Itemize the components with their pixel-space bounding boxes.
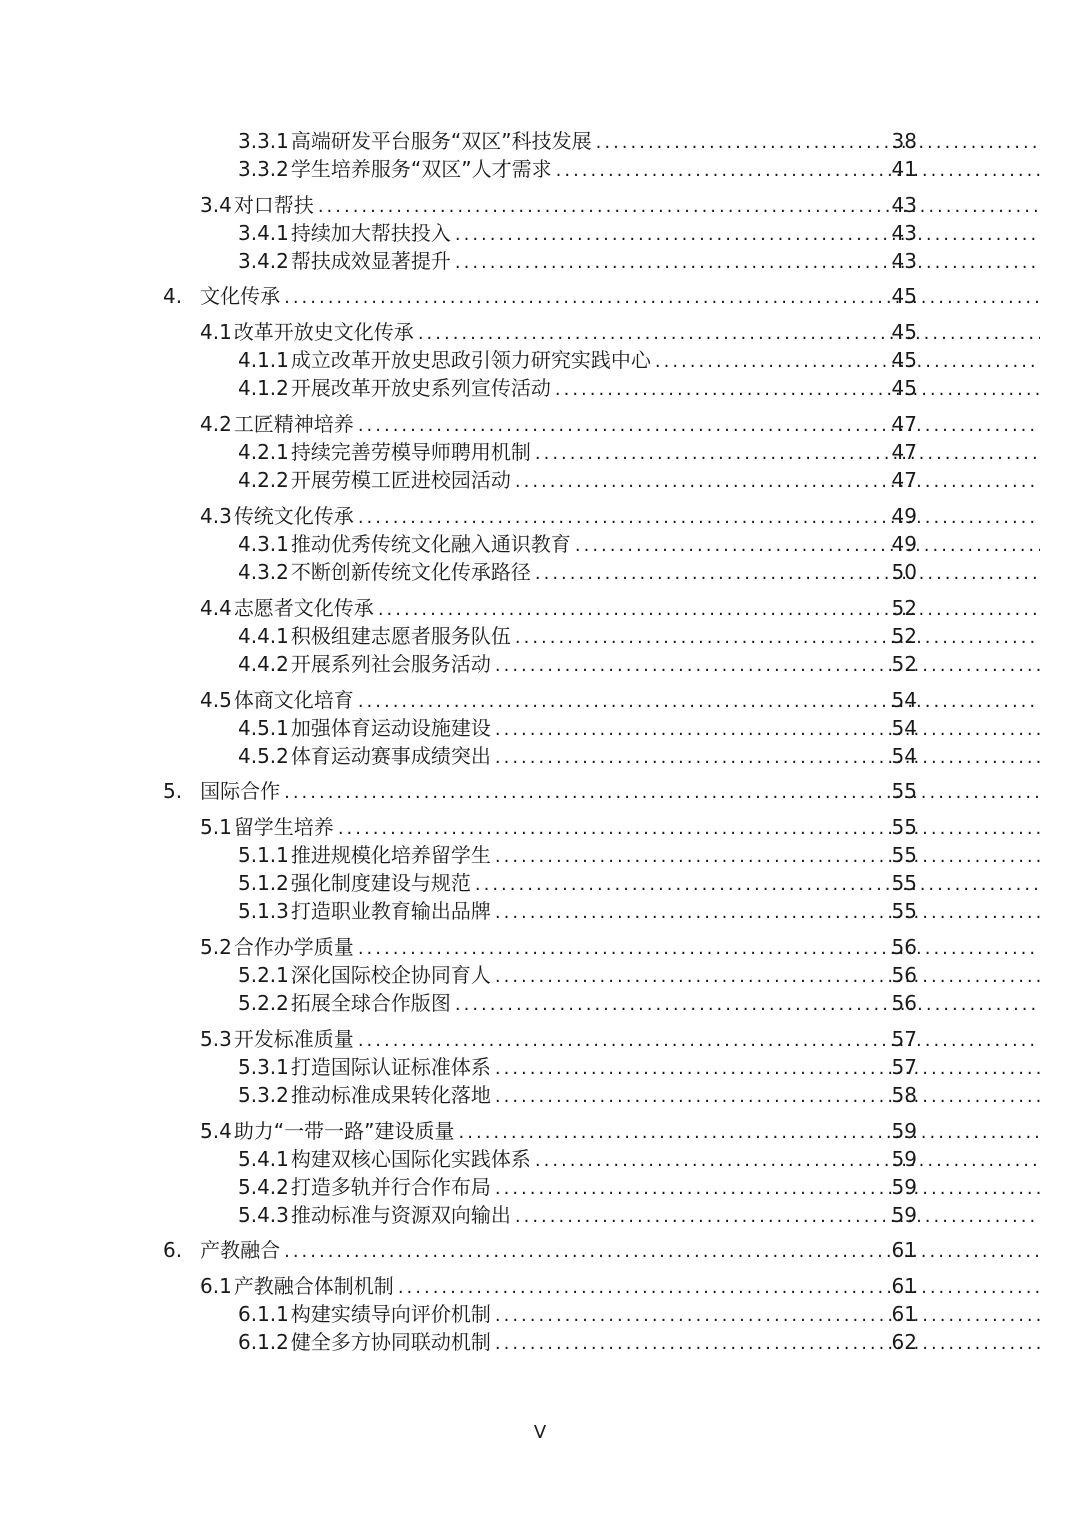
dot-leader [535, 1148, 1040, 1174]
toc-entry-title: 加强体育运动设施建设 [290, 716, 491, 740]
toc-entry-page: 49 [891, 532, 917, 556]
toc-entry-number: 3.4.1 [238, 221, 289, 245]
toc-entry-number: 4.5.1 [238, 716, 289, 740]
toc-entry-page: 56 [891, 935, 917, 959]
toc-entry-title: 工匠精神培养 [233, 412, 354, 436]
toc-entry-number: 5.1.1 [238, 843, 289, 867]
toc-entry-number: 5.1 [200, 815, 232, 839]
toc-entry-page: 54 [891, 688, 917, 712]
toc-entry-number: 3.3.2 [238, 157, 289, 181]
toc-entry-number: 3.4 [200, 193, 232, 217]
toc-entry-number: 5.4.2 [238, 1175, 289, 1199]
toc-entry-title: 打造职业教育输出品牌 [290, 899, 491, 923]
toc-entry-page: 45 [891, 320, 917, 344]
toc-entry-number: 4.2.1 [238, 440, 289, 464]
toc-entry[interactable] [0, 1237, 1080, 1263]
dot-leader [455, 250, 1040, 276]
toc-entry[interactable] [0, 1026, 1080, 1052]
toc-entry[interactable] [0, 1202, 1080, 1228]
toc-entry-page: 49 [891, 504, 917, 528]
toc-entry-number: 6.1 [200, 1274, 232, 1298]
dot-leader [475, 872, 1040, 898]
toc-entry-number: 4.3.2 [238, 560, 289, 584]
toc-entry[interactable] [0, 1329, 1080, 1355]
dot-leader [455, 222, 1040, 248]
dot-leader [495, 1303, 1040, 1329]
toc-entry[interactable] [0, 1118, 1080, 1144]
dot-leader [495, 1176, 1040, 1202]
toc-entry-page: 61 [891, 1238, 917, 1262]
dot-leader [495, 1056, 1040, 1082]
toc-entry-page: 55 [891, 815, 917, 839]
toc-entry-number: 4.3 [200, 504, 232, 528]
dot-leader [515, 469, 1040, 495]
toc-entry[interactable] [0, 1082, 1080, 1108]
toc-entry-title: 改革开放史文化传承 [233, 320, 414, 344]
toc-entry-number: 5.4.1 [238, 1147, 289, 1171]
toc-entry-page: 52 [891, 596, 917, 620]
toc-entry[interactable] [0, 248, 1080, 274]
dot-leader [535, 561, 1040, 587]
toc-entry-number: 5.1.2 [238, 871, 289, 895]
toc-entry[interactable] [0, 503, 1080, 529]
toc-entry-number: 6. [163, 1238, 183, 1262]
toc-entry[interactable] [0, 595, 1080, 621]
dot-leader [495, 900, 1040, 926]
toc-entry-title: 志愿者文化传承 [233, 596, 374, 620]
toc-entry-page: 43 [891, 249, 917, 273]
toc-entry-title: 体商文化培育 [233, 688, 354, 712]
toc-entry-number: 4.4.2 [238, 652, 289, 676]
dot-leader [555, 377, 1040, 403]
toc-entry-title: 构建双核心国际化实践体系 [290, 1147, 531, 1171]
dot-leader [358, 413, 1040, 439]
toc-entry-number: 4.4 [200, 596, 232, 620]
toc-entry-title: 构建实绩导向评价机制 [290, 1302, 491, 1326]
table-of-contents [0, 128, 1080, 1355]
toc-entry[interactable] [0, 1273, 1080, 1299]
toc-entry-number: 3.3.1 [238, 129, 289, 153]
toc-entry-page: 52 [891, 652, 917, 676]
toc-entry-page: 59 [891, 1119, 917, 1143]
toc-entry-page: 59 [891, 1203, 917, 1227]
toc-entry-page: 41 [891, 157, 917, 181]
toc-entry-number: 5.4 [200, 1119, 232, 1143]
toc-entry-title: 文化传承 [200, 284, 281, 308]
toc-entry-page: 43 [891, 193, 917, 217]
dot-leader [575, 533, 1040, 559]
toc-entry-page: 45 [891, 348, 917, 372]
toc-entry-number: 4.5 [200, 688, 232, 712]
dot-leader [338, 816, 1040, 842]
toc-entry-page: 57 [891, 1027, 917, 1051]
toc-entry[interactable] [0, 192, 1080, 218]
toc-entry-page: 47 [891, 440, 917, 464]
toc-entry-page: 38 [891, 129, 917, 153]
toc-entry-number: 6.1.1 [238, 1302, 289, 1326]
toc-entry-page: 55 [891, 899, 917, 923]
toc-entry-number: 5.2.2 [238, 991, 289, 1015]
toc-entry-title: 推动标准成果转化落地 [290, 1083, 491, 1107]
dot-leader [284, 780, 1040, 806]
toc-entry-title: 打造国际认证标准体系 [290, 1055, 491, 1079]
toc-entry-number: 4.1.2 [238, 376, 289, 400]
dot-leader [535, 441, 1040, 467]
dot-leader [495, 653, 1040, 679]
toc-entry-page: 55 [891, 871, 917, 895]
toc-entry-title: 推动标准与资源双向输出 [290, 1203, 511, 1227]
toc-entry-page: 59 [891, 1175, 917, 1199]
toc-entry-page: 45 [891, 284, 917, 308]
toc-entry-number: 4.2.2 [238, 468, 289, 492]
dot-leader [378, 597, 1040, 623]
dot-leader [495, 717, 1040, 743]
toc-entry-title: 持续完善劳模导师聘用机制 [290, 440, 531, 464]
toc-entry[interactable] [0, 531, 1080, 557]
toc-entry-number: 4.2 [200, 412, 232, 436]
toc-entry-page: 56 [891, 991, 917, 1015]
toc-entry-title: 产教融合体制机制 [233, 1274, 394, 1298]
toc-entry-number: 4.3.1 [238, 532, 289, 556]
toc-entry[interactable] [0, 715, 1080, 741]
toc-entry-number: 5.3.2 [238, 1083, 289, 1107]
toc-entry-page: 52 [891, 624, 917, 648]
dot-leader [515, 625, 1040, 651]
dot-leader [455, 992, 1040, 1018]
toc-entry-title: 强化制度建设与规范 [290, 871, 471, 895]
toc-entry-number: 5.3.1 [238, 1055, 289, 1079]
toc-entry[interactable] [0, 1146, 1080, 1172]
dot-leader [495, 1331, 1040, 1357]
dot-leader [459, 1120, 1040, 1146]
toc-entry[interactable] [0, 842, 1080, 868]
toc-entry-title: 开展改革开放史系列宣传活动 [290, 376, 551, 400]
toc-entry-page: 54 [891, 744, 917, 768]
toc-entry-title: 成立改革开放史思政引领力研究实践中心 [290, 348, 651, 372]
dot-leader [495, 1084, 1040, 1110]
dot-leader [284, 285, 1040, 311]
toc-entry-number: 4.1 [200, 320, 232, 344]
toc-entry-title: 推进规模化培养留学生 [290, 843, 491, 867]
toc-entry-title: 对口帮扶 [233, 193, 314, 217]
toc-entry-title: 积极组建志愿者服务队伍 [290, 624, 511, 648]
toc-entry[interactable] [0, 347, 1080, 373]
toc-entry-title: 健全多方协同联动机制 [290, 1330, 491, 1354]
toc-entry-title: 推动优秀传统文化融入通识教育 [290, 532, 571, 556]
toc-entry-title: 打造多轨并行合作布局 [290, 1175, 491, 1199]
dot-leader [418, 321, 1040, 347]
toc-entry-page: 50 [891, 560, 917, 584]
dot-leader [318, 194, 1040, 220]
toc-entry[interactable] [0, 990, 1080, 1016]
toc-entry-number: 4. [163, 284, 183, 308]
toc-entry[interactable] [0, 439, 1080, 465]
dot-leader [556, 158, 1040, 184]
toc-entry-title: 开发标准质量 [233, 1027, 354, 1051]
toc-entry-title: 助力“一带一路”建设质量 [233, 1119, 455, 1143]
toc-entry-title: 产教融合 [200, 1238, 281, 1262]
toc-entry[interactable] [0, 467, 1080, 493]
toc-entry-page: 55 [891, 843, 917, 867]
toc-entry-title: 学生培养服务“双区”人才需求 [290, 157, 552, 181]
toc-entry-title: 国际合作 [200, 779, 281, 803]
page-number-footer [0, 1422, 1080, 1443]
toc-entry-title: 传统文化传承 [233, 504, 354, 528]
toc-entry[interactable] [0, 128, 1080, 154]
toc-entry-number: 5.3 [200, 1027, 232, 1051]
toc-entry[interactable] [0, 1301, 1080, 1327]
dot-leader [398, 1275, 1040, 1301]
toc-entry-title: 合作办学质量 [233, 935, 354, 959]
toc-entry-page: 47 [891, 412, 917, 436]
toc-entry-title: 开展劳模工匠进校园活动 [290, 468, 511, 492]
toc-entry-number: 5.2 [200, 935, 232, 959]
toc-entry[interactable] [0, 778, 1080, 804]
toc-entry[interactable] [0, 283, 1080, 309]
dot-leader [495, 964, 1040, 990]
toc-entry-number: 3.4.2 [238, 249, 289, 273]
toc-entry[interactable] [0, 375, 1080, 401]
page-number: V [533, 1422, 547, 1443]
toc-entry-page: 43 [891, 221, 917, 245]
toc-entry[interactable] [0, 156, 1080, 182]
toc-entry[interactable] [0, 687, 1080, 713]
toc-entry-page: 47 [891, 468, 917, 492]
toc-entry[interactable] [0, 898, 1080, 924]
toc-entry[interactable] [0, 559, 1080, 585]
toc-entry-title: 持续加大帮扶投入 [290, 221, 451, 245]
toc-entry-title: 深化国际校企协同育人 [290, 963, 491, 987]
toc-entry-title: 帮扶成效显著提升 [290, 249, 451, 273]
toc-entry-number: 6.1.2 [238, 1330, 289, 1354]
toc-entry[interactable] [0, 743, 1080, 769]
toc-entry-page: 61 [891, 1274, 917, 1298]
toc-entry[interactable] [0, 870, 1080, 896]
toc-entry[interactable] [0, 319, 1080, 345]
toc-entry-title: 留学生培养 [233, 815, 334, 839]
toc-entry-page: 58 [891, 1083, 917, 1107]
toc-entry-number: 5.1.3 [238, 899, 289, 923]
toc-entry[interactable] [0, 962, 1080, 988]
toc-entry-page: 62 [891, 1330, 917, 1354]
toc-entry[interactable] [0, 1054, 1080, 1080]
dot-leader [495, 745, 1040, 771]
toc-entry-page: 57 [891, 1055, 917, 1079]
toc-entry-number: 5. [163, 779, 183, 803]
dot-leader [655, 349, 1040, 375]
toc-entry-title: 高端研发平台服务“双区”科技发展 [290, 129, 592, 153]
dot-leader [495, 844, 1040, 870]
toc-entry-page: 59 [891, 1147, 917, 1171]
toc-entry-title: 体育运动赛事成绩突出 [290, 744, 491, 768]
toc-entry-page: 61 [891, 1302, 917, 1326]
toc-entry[interactable] [0, 1174, 1080, 1200]
toc-entry[interactable] [0, 623, 1080, 649]
toc-entry[interactable] [0, 220, 1080, 246]
toc-entry-title: 不断创新传统文化传承路径 [290, 560, 531, 584]
toc-entry[interactable] [0, 651, 1080, 677]
toc-entry-page: 45 [891, 376, 917, 400]
dot-leader [596, 130, 1040, 156]
toc-entry-number: 4.1.1 [238, 348, 289, 372]
toc-entry-title: 拓展全球合作版图 [290, 991, 451, 1015]
dot-leader [284, 1239, 1040, 1265]
toc-entry[interactable] [0, 934, 1080, 960]
toc-entry-number: 4.4.1 [238, 624, 289, 648]
dot-leader [358, 505, 1040, 531]
toc-entry-page: 55 [891, 779, 917, 803]
toc-entry[interactable] [0, 814, 1080, 840]
dot-leader [515, 1204, 1040, 1230]
toc-entry-number: 5.4.3 [238, 1203, 289, 1227]
dot-leader [358, 689, 1040, 715]
toc-entry-page: 54 [891, 716, 917, 740]
toc-entry-number: 5.2.1 [238, 963, 289, 987]
dot-leader [358, 936, 1040, 962]
toc-entry-number: 4.5.2 [238, 744, 289, 768]
toc-entry-page: 56 [891, 963, 917, 987]
dot-leader [358, 1028, 1040, 1054]
toc-entry[interactable] [0, 411, 1080, 437]
toc-entry-title: 开展系列社会服务活动 [290, 652, 491, 676]
